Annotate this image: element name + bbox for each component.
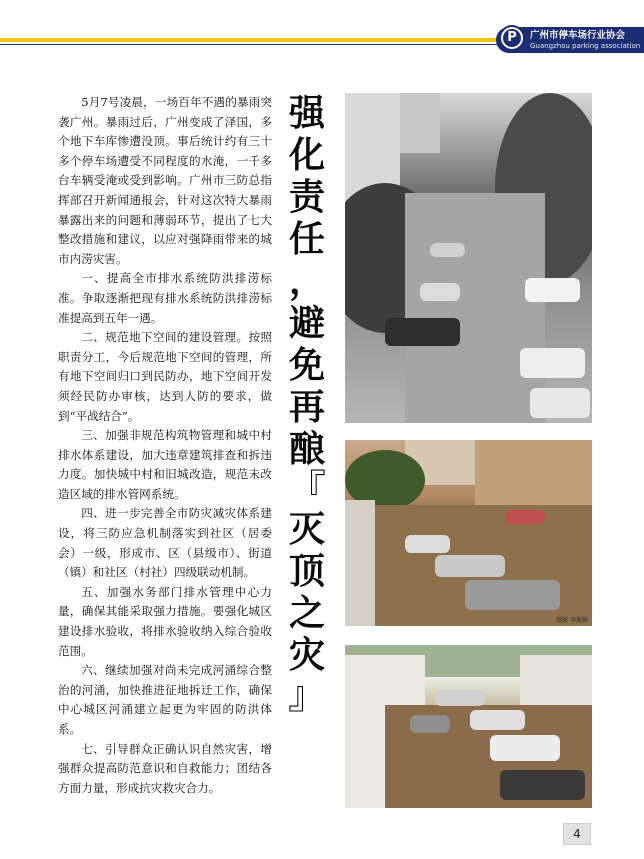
car-shape [410,715,450,733]
paragraph-measure-4: 四、进一步完善全市防灾减灾体系建设，将三防应急机制落实到社区（居委会）一级，形成市、区（县级市）、街道（镇）和社区（村社）四级联动机制。 [58,506,272,580]
car-shape [385,318,460,346]
building-shape [475,440,592,510]
title-char: 免 [288,345,325,386]
title-char: 再 [288,387,325,428]
logo-letter: P [503,29,521,47]
flooded-courtyard-photo [345,440,592,626]
association-name-en: Guangzhou parking association [530,42,641,50]
car-shape [405,535,450,553]
title-char: 化 [288,135,325,176]
title-char: 之 [288,593,325,634]
photo-credit: 摄影 李振强 [556,617,588,624]
paragraph-measure-5: 五、加强水务部门排水管理中心力量，确保其能采取强力措施。要强化城区建设排水验收，将排水验收纳入综合验收范围。 [58,584,272,658]
car-shape [435,555,505,577]
title-char: ， [288,261,325,302]
title-char: 灾 [288,635,325,676]
paragraph-measure-1: 一、提高全市排水系统防洪排涝标准。争取逐渐把现有排水系统防洪排涝标准提高到五年一遇。 [58,271,272,325]
car-shape [470,710,525,730]
wall-shape [345,500,375,626]
title-char: 灭 [288,509,325,550]
title-char: 强 [288,93,325,134]
flooded-garage-photo [345,645,592,808]
car-shape [530,388,590,418]
title-char: 酿 [288,429,325,470]
car-shape [430,243,465,257]
title-char: 顶 [288,551,325,592]
title-char: 责 [288,177,325,218]
building-shape [400,93,440,153]
car-shape [465,580,560,610]
car-shape [490,735,560,761]
paragraph-measure-6: 六、继续加强对尚未完成河涌综合整治的河涌，加快推进征地拆迁工作，确保中心城区河涌建立起更为牢固的防洪体系。 [58,663,272,736]
title-char: 任 [288,219,325,260]
title-close-quote: 』 [287,673,326,717]
title-open-quote: 『 [287,467,326,511]
car-shape [420,283,460,301]
page-header [0,24,644,56]
car-shape [500,770,585,800]
association-logo [499,25,525,51]
paragraph-measure-2: 二、规范地下空间的建设管理。按照职责分工，今后规范地下空间的管理，所有地下空间归口到民防办，地下空间开发须经民防办审核，达到人防的要求，做到“平战结合”。 [58,330,272,423]
article-body [58,93,272,798]
article-title [282,92,332,717]
paragraph-measure-3: 三、加强非规范构筑物管理和城中村排水体系建设，加大违章建筑排查和拆违力度。加快城中村和旧城改造，规范未改造区域的排水管网系统。 [58,428,272,501]
car-shape [435,690,485,706]
car-shape [520,348,585,378]
paragraph-intro: 5月7号凌晨，一场百年不遇的暴雨突袭广州。暴雨过后，广州变成了泽国，多个地下车库惨遭没顶。事后统计约有三十多个停车场遭受不同程度的水淹，一千多台车辆受淹或受到影响。广州市三防总指挥部召开新闻通报会，针对这次特大暴雨暴露出来的问题和薄弱环节，提出了七大整改措施和建议，以应对强降雨带来的城市内涝灾害。 [58,95,272,266]
header-yellow-stripe [0,38,505,42]
header-navy-line [0,44,505,45]
title-char: 避 [288,303,325,344]
floodwater [405,193,545,423]
car-shape [505,510,545,524]
flooded-street-photo [345,93,592,423]
page-number: 4 [563,823,591,845]
car-shape [525,278,580,302]
paragraph-measure-7: 七、引导群众正确认识自然灾害，增强群众提高防范意识和自救能力；团结各方面力量，形成抗灾救灾合力。 [58,741,272,795]
association-name: 广州市停车场行业协会 [530,30,626,41]
